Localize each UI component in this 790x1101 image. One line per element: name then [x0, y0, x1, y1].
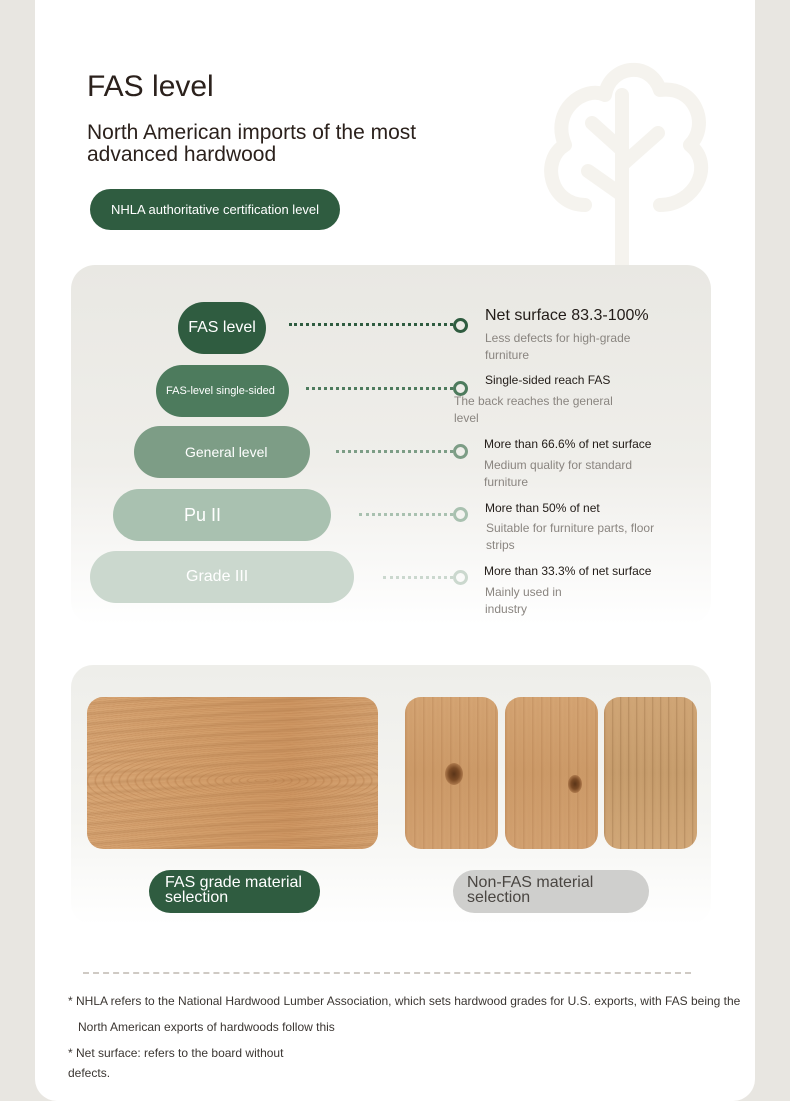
certification-badge: NHLA authoritative certification level: [90, 189, 340, 230]
connector-node: [453, 507, 468, 522]
level-desc-sub: The back reaches the general level: [454, 394, 613, 425]
level-pill-fas: FAS level: [178, 302, 266, 354]
connector-node: [453, 318, 468, 333]
level-desc-main: More than 66.6% of net surface: [484, 437, 652, 451]
tree-icon: [530, 55, 715, 270]
page-subtitle: North American imports of the most advanced hardwood: [87, 121, 417, 166]
level-desc-main: More than 50% of net: [485, 501, 600, 515]
footnote-nhla-cont: North American exports of hardwoods follow this: [78, 1020, 335, 1034]
non-fas-wood-image: [505, 697, 598, 849]
level-desc-main: Single-sided reach FAS: [485, 373, 611, 387]
footnote-nhla: * NHLA refers to the National Hardwood Lumber Association, which sets hardwood grades for U.S. exports, with FAS being the: [68, 994, 741, 1008]
non-fas-material-label: Non-FAS material selection: [453, 870, 649, 913]
connector-line: [306, 387, 453, 390]
fas-material-label: FAS grade material selection: [149, 870, 320, 913]
non-fas-wood-image: [405, 697, 498, 849]
level-desc-main: More than 33.3% of net surface: [484, 564, 652, 578]
level-pill-fas-single-sided: FAS-level single-sided: [156, 365, 289, 417]
level-pill-pu-ii: Pu II: [113, 489, 331, 541]
footnote-net-surface-cont: defects.: [68, 1066, 111, 1080]
connector-line: [289, 323, 453, 326]
connector-line: [383, 576, 453, 579]
level-pill-grade-iii: Grade III: [90, 551, 354, 603]
level-desc-sub: Less defects for high-grade furniture: [485, 331, 631, 362]
connector-line: [336, 450, 453, 453]
level-desc-sub: Medium quality for standard furniture: [484, 458, 633, 489]
connector-line: [359, 513, 453, 516]
divider: [83, 972, 691, 974]
fas-wood-image: [87, 697, 378, 849]
level-desc-sub: Mainly used in industry: [485, 585, 562, 616]
level-desc-sub: Suitable for furniture parts, floor strips: [486, 521, 655, 552]
connector-node: [453, 444, 468, 459]
connector-node: [453, 570, 468, 585]
page-title: FAS level: [87, 70, 214, 103]
level-desc-main: Net surface 83.3-100%: [485, 307, 649, 324]
footnote-net-surface: * Net surface: refers to the board without: [68, 1046, 284, 1060]
non-fas-wood-image: [604, 697, 697, 849]
level-pill-general: General level: [134, 426, 310, 478]
